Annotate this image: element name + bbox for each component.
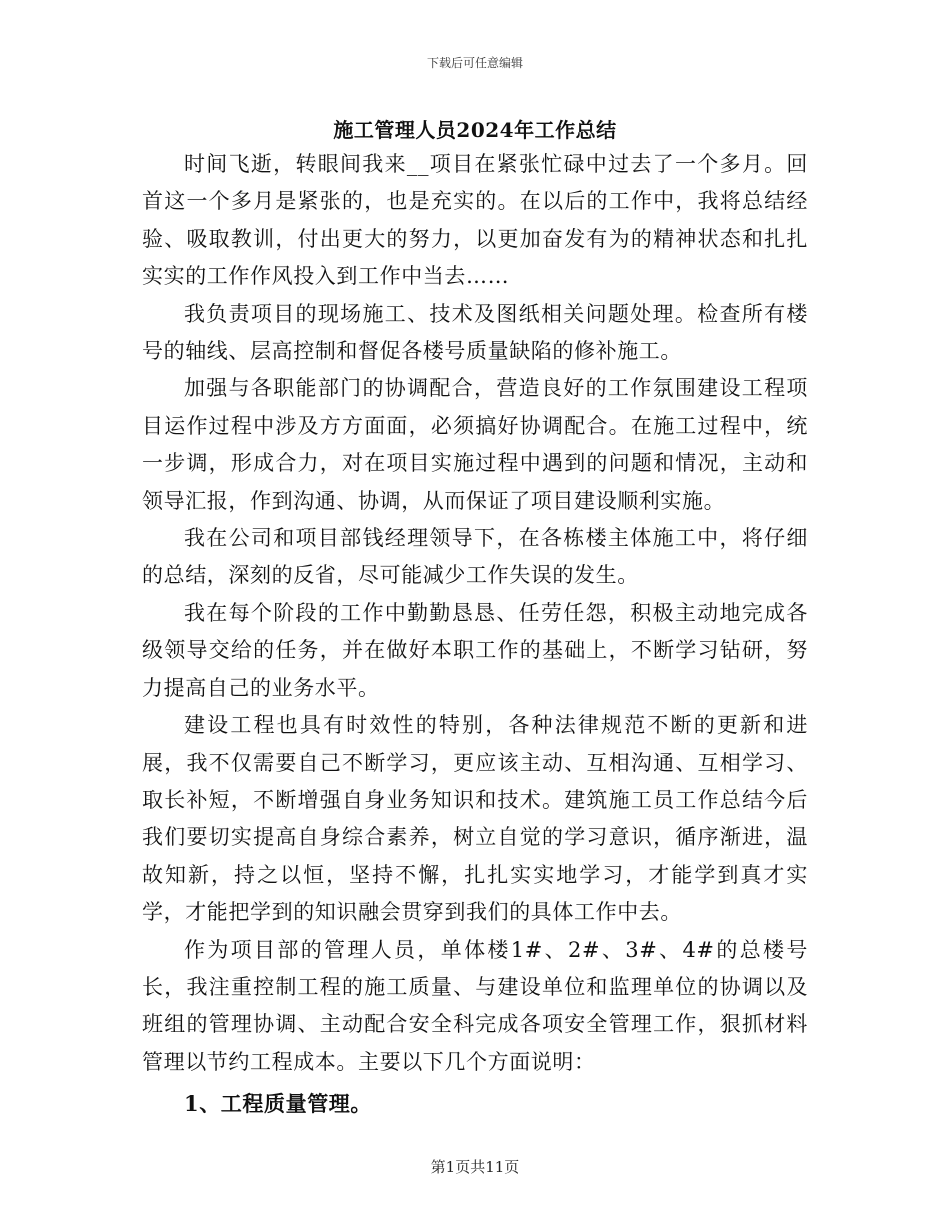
document-title: 施工管理人员2024年工作总结 <box>333 118 617 142</box>
paragraph-diligence: 我在每个阶段的工作中勤勤恳恳、任劳任怨，积极主动地完成各级领导交给的任务，并在做好本职工作的基础上，不断学习钻研，努力提高自己的业务水平。 <box>142 600 808 700</box>
paragraph-intro: 时间飞逝，转眼间我来__项目在紧张忙碌中过去了一个多月。回首这一个多月是紧张的，也是充实的。在以后的工作中，我将总结经验、吸取教训，付出更大的努力，以更加奋发有为的精神状态和扎扎实实的工作作风投入到工作中当去…… <box>142 152 808 289</box>
header-note: 下载后可任意编辑 <box>426 56 523 70</box>
paragraph-coordination: 加强与各职能部门的协调配合，营造良好的工作氛围建设工程项目运作过程中涉及方方面面，必须搞好协调配合。在施工过程中，统一步调，形成合力，对在项目实施过程中遇到的问题和情况，主动和领导汇报，作到沟通、协调，从而保证了项目建设顺利实施。 <box>142 376 808 513</box>
paragraph-responsibility: 我负责项目的现场施工、技术及图纸相关问题处理。检查所有楼号的轴线、层高控制和督促各楼号质量缺陷的修补施工。 <box>142 301 808 364</box>
paragraph-management: 作为项目部的管理人员，单体楼1#、2#、3#、4#的总楼号长，我注重控制工程的施工质量、与建设单位和监理单位的协调以及班组的管理协调、主动配合安全科完成各项安全管理工作，狠抓材料管理以节约工程成本。主要以下几个方面说明： <box>142 937 808 1074</box>
section-heading-quality: 1、工程质量管理。 <box>184 1091 373 1117</box>
document-body <box>142 146 808 1123</box>
page-footer: 第1页共11页 <box>430 1158 520 1176</box>
paragraph-learning: 建设工程也具有时效性的特别，各种法律规范不断的更新和进展，我不仅需要自己不断学习，更应该主动、互相沟通、互相学习、取长补短，不断增强自身业务知识和技术。建筑施工员工作总结今后我们要切实提高自身综合素养，树立自觉的学习意识，循序渐进，温故知新，持之以恒，坚持不懈，扎扎实实地学习，才能学到真才实学，才能把学到的知识融会贯穿到我们的具体工作中去。 <box>142 713 808 925</box>
paragraph-reflection: 我在公司和项目部钱经理领导下，在各栋楼主体施工中，将仔细的总结，深刻的反省，尽可能减少工作失误的发生。 <box>142 526 808 588</box>
